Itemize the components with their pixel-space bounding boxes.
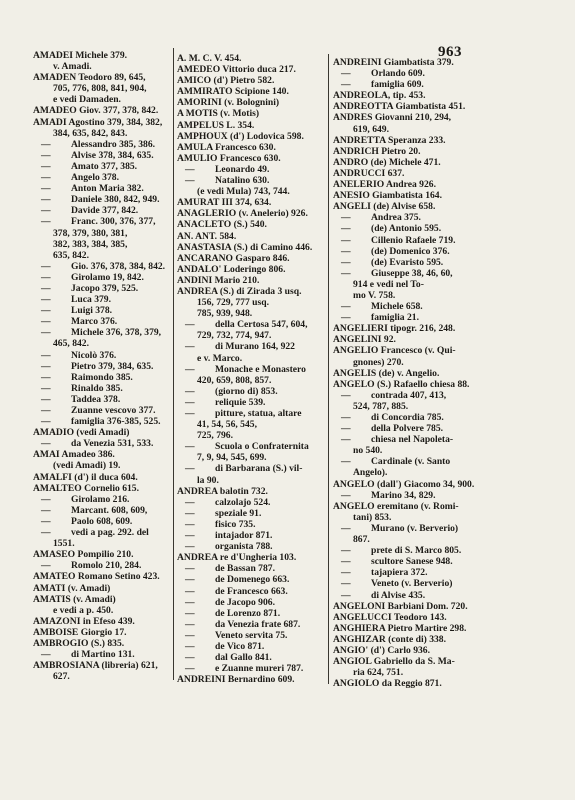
- index-subentry: — Romolo 210, 284.: [33, 560, 171, 571]
- index-entry: ANACLETO (S.) 540.: [177, 219, 267, 231]
- index-subentry: — tajapiera 372.: [333, 567, 483, 578]
- index-entry: ANGIOLO da Reggio 871.: [333, 678, 442, 690]
- index-subentry: — e Zuanne mureri 787.: [177, 663, 327, 674]
- index-entry: A MOTIS (v. Motis): [177, 108, 260, 120]
- index-subentry: — Franc. 300, 376, 377,: [33, 216, 171, 227]
- index-subentry: — Girolamo 216.: [33, 494, 171, 505]
- index-entry: AMADEO Giov. 377, 378, 842.: [33, 105, 159, 117]
- index-continuation: 785, 939, 948.: [197, 308, 253, 320]
- index-subentry: — Luigi 378.: [33, 305, 171, 316]
- index-entry: AMPHOUX (d') Lodovica 598.: [177, 130, 304, 142]
- index-entry: AMBROGIO (S.) 835.: [33, 637, 125, 649]
- index-subentry: — Anton Maria 382.: [33, 183, 171, 194]
- index-entry: ANGELIO Francesco (v. Qui-: [333, 345, 456, 357]
- index-subentry: — Zuanne vescovo 377.: [33, 405, 171, 416]
- index-subentry: — Luca 379.: [33, 294, 171, 305]
- index-subentry: — de Francesco 663.: [177, 586, 327, 597]
- index-entry: AMASEO Pompilio 210.: [33, 549, 134, 561]
- index-subentry: — Rinaldo 385.: [33, 383, 171, 394]
- index-subentry: — Marino 34, 829.: [333, 490, 483, 501]
- index-entry: ANGIOL Gabriello da S. Ma-: [333, 656, 455, 668]
- index-entry: AMBROSIANA (libreria) 621,: [33, 660, 158, 672]
- index-continuation: 156, 729, 777 usq.: [197, 297, 269, 309]
- index-subentry: — Angelo 378.: [33, 172, 171, 183]
- index-subentry: — di Alvise 435.: [333, 590, 483, 601]
- index-subentry: — di Barbarana (S.) vil-: [177, 463, 327, 474]
- index-subentry: — chiesa nel Napoleta-: [333, 434, 483, 445]
- index-entry: AMADEN Teodoro 89, 645,: [33, 72, 146, 84]
- index-subentry: — famiglia 609.: [333, 79, 483, 90]
- index-subentry: — fisico 735.: [177, 519, 327, 530]
- index-subentry: — Davide 377, 842.: [33, 205, 171, 216]
- index-entry: ANASTASIA (S.) di Camino 446.: [177, 241, 313, 253]
- index-entry: ANGELIERI tipogr. 216, 248.: [333, 323, 456, 335]
- index-subentry: — Alessandro 385, 386.: [33, 139, 171, 150]
- index-continuation: 914 e vedi nel To-: [353, 278, 424, 290]
- index-subentry: — scultore Sanese 948.: [333, 556, 483, 567]
- index-entry: ANELERIO Andrea 926.: [333, 179, 436, 191]
- index-subentry: — Monache e Monastero: [177, 364, 327, 375]
- index-subentry: — Michele 658.: [333, 301, 483, 312]
- index-subentry: — Taddea 378.: [33, 394, 171, 405]
- index-subentry: — calzolajo 524.: [177, 497, 327, 508]
- index-continuation: e v. Marco.: [197, 352, 243, 364]
- index-subentry: — della Polvere 785.: [333, 423, 483, 434]
- index-entry: AMMIRATO Scipione 140.: [177, 86, 289, 98]
- index-continuation: 867.: [353, 534, 370, 546]
- index-subentry: — famiglia 376-385, 525.: [33, 416, 171, 427]
- index-entry: AMURAT III 374, 634.: [177, 197, 272, 209]
- index-subentry: — Michele 376, 378, 379,: [33, 327, 171, 338]
- index-entry: ANDREA balotin 732.: [177, 485, 268, 497]
- index-continuation: ria 624, 751.: [353, 667, 404, 679]
- index-continuation: e vedi Damaden.: [53, 94, 121, 106]
- index-subentry: — Daniele 380, 842, 949.: [33, 194, 171, 205]
- index-entry: ANDRO (de) Michele 471.: [333, 156, 441, 168]
- index-entry: AMATI (v. Amadi): [33, 582, 111, 594]
- index-subentry: — Raimondo 385.: [33, 372, 171, 383]
- index-subentry: — Girolamo 19, 842.: [33, 272, 171, 283]
- index-continuation: v. Amadi.: [53, 61, 92, 73]
- index-continuation: tani) 853.: [353, 511, 392, 523]
- index-subentry: — Amato 377, 385.: [33, 161, 171, 172]
- index-entry: ANGHIZAR (conte di) 338.: [333, 633, 446, 645]
- index-entry: ANDREA (S.) di Zirada 3 usq.: [177, 285, 302, 297]
- index-subentry: — di Murano 164, 922: [177, 341, 327, 352]
- index-subentry: — de Lorenzo 871.: [177, 608, 327, 619]
- index-subentry: — (giorno di) 853.: [177, 386, 327, 397]
- index-subentry: — da Venezia frate 687.: [177, 619, 327, 630]
- index-entry: ANGHIERA Pietro Martire 298.: [333, 622, 467, 634]
- index-subentry: — prete di S. Marco 805.: [333, 545, 483, 556]
- index-entry: AMULIO Francesco 630.: [177, 152, 281, 164]
- index-entry: AMALTEO Cornelio 615.: [33, 482, 139, 494]
- index-subentry: — Nicolò 376.: [33, 350, 171, 361]
- index-entry: AMAI Amadeo 386.: [33, 449, 115, 461]
- index-subentry: — Marcant. 608, 609,: [33, 505, 171, 516]
- index-continuation: 465, 842.: [53, 338, 89, 350]
- index-continuation: 725, 796.: [197, 430, 233, 442]
- index-entry: AMICO (d') Pietro 582.: [177, 75, 275, 87]
- index-entry: AMATEO Romano Setino 423.: [33, 571, 160, 583]
- index-subentry: — Andrea 375.: [333, 212, 483, 223]
- index-continuation: no 540.: [353, 445, 383, 457]
- index-entry: ANGIO' (d') Carlo 936.: [333, 644, 431, 656]
- index-subentry: — Scuola o Confraternita: [177, 441, 327, 452]
- index-subentry: — speziale 91.: [177, 508, 327, 519]
- index-continuation: e vedi a p. 450.: [53, 604, 114, 616]
- index-entry: AMBOISE Giorgio 17.: [33, 626, 127, 638]
- index-subentry: — de Bassan 787.: [177, 563, 327, 574]
- index-continuation: 635, 842.: [53, 249, 89, 261]
- index-subentry: — contrada 407, 413,: [333, 390, 483, 401]
- index-subentry: — Veneto servita 75.: [177, 630, 327, 641]
- index-subentry: — Murano (v. Berverio): [333, 523, 483, 534]
- index-continuation: 378, 379, 380, 381,: [53, 227, 128, 239]
- index-entry: A. M. C. V. 454.: [177, 53, 242, 64]
- index-entry: ANGELIS (de) v. Angelio.: [333, 367, 440, 379]
- index-entry: ANDRES Giovanni 210, 294,: [333, 112, 452, 124]
- index-subentry: — di Martino 131.: [33, 649, 171, 660]
- index-continuation: Angelo).: [353, 467, 388, 479]
- index-entry: AMULA Francesco 630.: [177, 141, 276, 153]
- index-entry: ANDREOTTA Giambatista 451.: [333, 101, 466, 113]
- index-subentry: — Giuseppe 38, 46, 60,: [333, 268, 483, 279]
- index-continuation: mo V. 758.: [353, 289, 396, 301]
- index-entry: ANGELO (dall') Giacomo 34, 900.: [333, 478, 475, 490]
- index-subentry: — di Concordia 785.: [333, 412, 483, 423]
- index-entry: ANESIO Giambatista 164.: [333, 190, 443, 202]
- index-entry: AMADI Agostino 379, 384, 382,: [33, 116, 163, 128]
- index-continuation: 420, 659, 808, 857.: [197, 374, 272, 386]
- index-subentry: — Marco 376.: [33, 316, 171, 327]
- index-continuation: gnones) 270.: [353, 356, 404, 368]
- index-entry: AMALFI (d') il duca 604.: [33, 471, 138, 483]
- index-subentry: — organista 788.: [177, 541, 327, 552]
- index-entry: ANDREA re d'Ungheria 103.: [177, 552, 297, 564]
- index-subentry: — Pietro 379, 384, 635.: [33, 361, 171, 372]
- index-subentry: — vedi a pag. 292. del: [33, 527, 171, 538]
- index-entry: AMADIO (vedi Amadi): [33, 427, 130, 439]
- index-column-1: [33, 50, 171, 682]
- index-entry: ANGELO eremitano (v. Romi-: [333, 500, 459, 512]
- index-entry: ANDRETTA Speranza 233.: [333, 134, 446, 146]
- index-continuation: 627.: [53, 671, 70, 683]
- index-continuation: (e vedi Mula) 743, 744.: [197, 186, 290, 198]
- index-subentry: — Cardinale (v. Santo: [333, 456, 483, 467]
- index-subentry: — dal Gallo 841.: [177, 652, 327, 663]
- index-entry: ANGELINI 92.: [333, 334, 396, 346]
- index-entry: ANCARANO Gasparo 846.: [177, 252, 290, 264]
- index-column-3: [333, 57, 483, 689]
- index-entry: ANGELI (de) Alvise 658.: [333, 201, 436, 213]
- index-subentry: — pitture, statua, altare: [177, 408, 327, 419]
- index-subentry: — (de) Antonio 595.: [333, 223, 483, 234]
- index-continuation: 729, 732, 774, 947.: [197, 330, 272, 342]
- index-subentry: — della Certosa 547, 604,: [177, 319, 327, 330]
- index-entry: AMORINI (v. Bolognini): [177, 97, 280, 109]
- index-continuation: 384, 635, 842, 843.: [53, 127, 128, 139]
- index-continuation: 705, 776, 808, 841, 904,: [53, 83, 147, 95]
- index-subentry: — de Jacopo 906.: [177, 597, 327, 608]
- index-subentry: — Paolo 608, 609.: [33, 516, 171, 527]
- column-divider: [328, 54, 329, 684]
- index-entry: AMAZONI in Efeso 439.: [33, 615, 135, 627]
- index-subentry: — de Domenego 663.: [177, 574, 327, 585]
- index-continuation: (vedi Amadi) 19.: [53, 460, 121, 472]
- index-entry: ANDINI Mario 210.: [177, 274, 260, 286]
- index-entry: ANDREINI Giambatista 379.: [333, 57, 454, 68]
- index-continuation: 619, 649.: [353, 123, 389, 135]
- index-column-2: [177, 53, 327, 685]
- index-continuation: 7, 9, 94, 545, 699.: [197, 452, 267, 464]
- index-entry: ANGELO (S.) Rafaello chiesa 88.: [333, 378, 470, 390]
- index-entry: AMPELUS L. 354.: [177, 119, 255, 131]
- page-number: 963: [438, 44, 462, 60]
- index-entry: ANAGLERIO (v. Anelerio) 926.: [177, 208, 308, 220]
- index-subentry: — Orlando 609.: [333, 68, 483, 79]
- index-continuation: la 90.: [197, 474, 219, 486]
- index-subentry: — Natalino 630.: [177, 175, 327, 186]
- index-entry: ANDREOLA, tip. 453.: [333, 90, 426, 102]
- index-subentry: — (de) Evaristo 595.: [333, 257, 483, 268]
- index-subentry: — (de) Domenico 376.: [333, 246, 483, 257]
- index-subentry: — famiglia 21.: [333, 312, 483, 323]
- index-subentry: — Alvise 378, 384, 635.: [33, 150, 171, 161]
- index-subentry: — Cillenio Rafaele 719.: [333, 235, 483, 246]
- column-divider: [173, 48, 174, 680]
- index-continuation: 1551.: [53, 538, 75, 550]
- index-entry: AMEDEO Vittorio duca 217.: [177, 64, 296, 76]
- index-subentry: — Veneto (v. Berverio): [333, 578, 483, 589]
- index-entry: ANDRICH Pietro 20.: [333, 145, 421, 157]
- index-entry: ANDALO' Loderingo 806.: [177, 263, 286, 275]
- index-entry: AMATIS (v. Amadi): [33, 593, 116, 605]
- index-continuation: 382, 383, 384, 385,: [53, 238, 128, 250]
- index-subentry: — reliquie 539.: [177, 397, 327, 408]
- index-subentry: — Jacopo 379, 525.: [33, 283, 171, 294]
- index-subentry: — Gio. 376, 378, 384, 842.: [33, 261, 171, 272]
- index-entry: ANGELUCCI Teodoro 143.: [333, 611, 447, 623]
- index-subentry: — Leonardo 49.: [177, 164, 327, 175]
- index-entry: AN. ANT. 584.: [177, 230, 237, 242]
- index-continuation: 524, 787, 885.: [353, 400, 409, 412]
- index-entry: ANDRUCCI 637.: [333, 167, 405, 179]
- index-continuation: 41, 54, 56, 545,: [197, 419, 257, 431]
- index-subentry: — de Vico 871.: [177, 641, 327, 652]
- index-entry: ANDREINI Bernardino 609.: [177, 674, 295, 686]
- index-subentry: — intajador 871.: [177, 530, 327, 541]
- index-subentry: — da Venezia 531, 533.: [33, 438, 171, 449]
- index-entry: AMADEI Michele 379.: [33, 50, 128, 61]
- index-entry: ANGELONI Barbiani Dom. 720.: [333, 600, 468, 612]
